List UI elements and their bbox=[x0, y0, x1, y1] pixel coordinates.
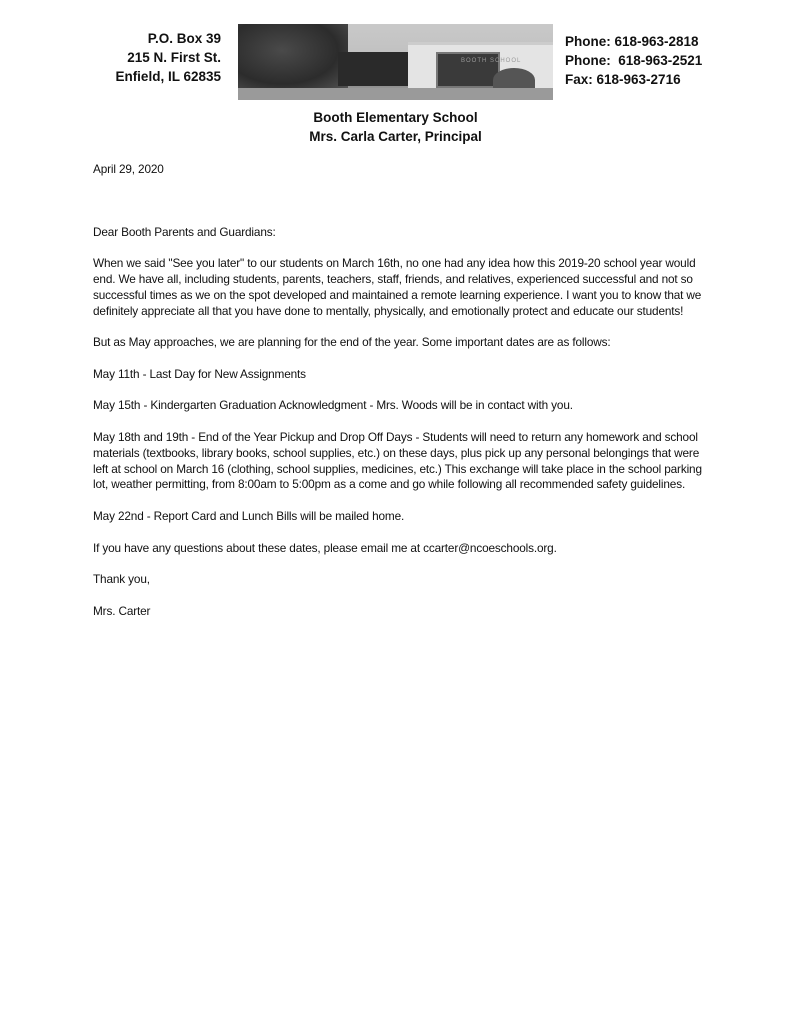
paragraph: But as May approaches, we are planning for the end of the year. Some important dates are as follows: bbox=[93, 335, 611, 350]
principal-name: Mrs. Carla Carter, Principal bbox=[309, 129, 482, 144]
contact-paragraph: If you have any questions about these dates, please email me at ccarter@ncoeschools.org. bbox=[93, 540, 557, 555]
date-item: May 22nd - Report Card and Lunch Bills will be mailed home. bbox=[93, 508, 405, 523]
phone-line: Phone: 618-963-2521 bbox=[565, 53, 703, 68]
school-building-photo bbox=[238, 24, 553, 100]
signature: Mrs. Carter bbox=[93, 603, 151, 618]
ground bbox=[238, 88, 553, 100]
date-item: May 15th - Kindergarten Graduation Acknowledgment - Mrs. Woods will be in contact with you. bbox=[93, 398, 573, 413]
address-line: P.O. Box 39 bbox=[147, 31, 221, 46]
tree bbox=[238, 24, 348, 90]
date-item: May 11th - Last Day for New Assignments bbox=[93, 366, 306, 381]
school-name: Booth Elementary School bbox=[313, 110, 478, 125]
school-contact bbox=[565, 32, 765, 89]
building-wing bbox=[338, 52, 408, 86]
letterhead-title bbox=[0, 108, 791, 146]
closing: Thank you, bbox=[93, 572, 150, 587]
fax-line: Fax: 618-963-2716 bbox=[565, 72, 681, 87]
phone-line: Phone: 618-963-2818 bbox=[565, 34, 699, 49]
date-item: May 18th and 19th - End of the Year Pickup and Drop Off Days - Students will need to return any homework and school materials (textbooks, library books, school supplies, etc.) on these days, plus pick up any personal belongings that were left at school on March 16 (clothing, school supplies, medicines, etc.) This exchange will take place in the school parking lot, weather permitting, from 8:00am to 5:00pm as a come and go while following all recommended safety guidelines. bbox=[93, 429, 702, 492]
letter-date: April 29, 2020 bbox=[93, 162, 164, 176]
address-line: Enfield, IL 62835 bbox=[115, 69, 221, 84]
salutation: Dear Booth Parents and Guardians: bbox=[93, 224, 276, 239]
letter-body bbox=[93, 162, 703, 635]
school-address bbox=[90, 29, 221, 86]
building-sign: BOOTH SCHOOL bbox=[461, 58, 522, 64]
address-line: 215 N. First St. bbox=[127, 50, 221, 65]
paragraph: When we said "See you later" to our students on March 16th, no one had any idea how this 2019-20 school year would end. We have all, including students, parents, teachers, staff, friends, and relatives, experienced successful and not so successful times as we on the spot developed and maintained a remote learning experience. I want you to know that we definitely appreciate all that you have done to mentally, physically, and emotionally protect and educate our students! bbox=[93, 256, 702, 318]
